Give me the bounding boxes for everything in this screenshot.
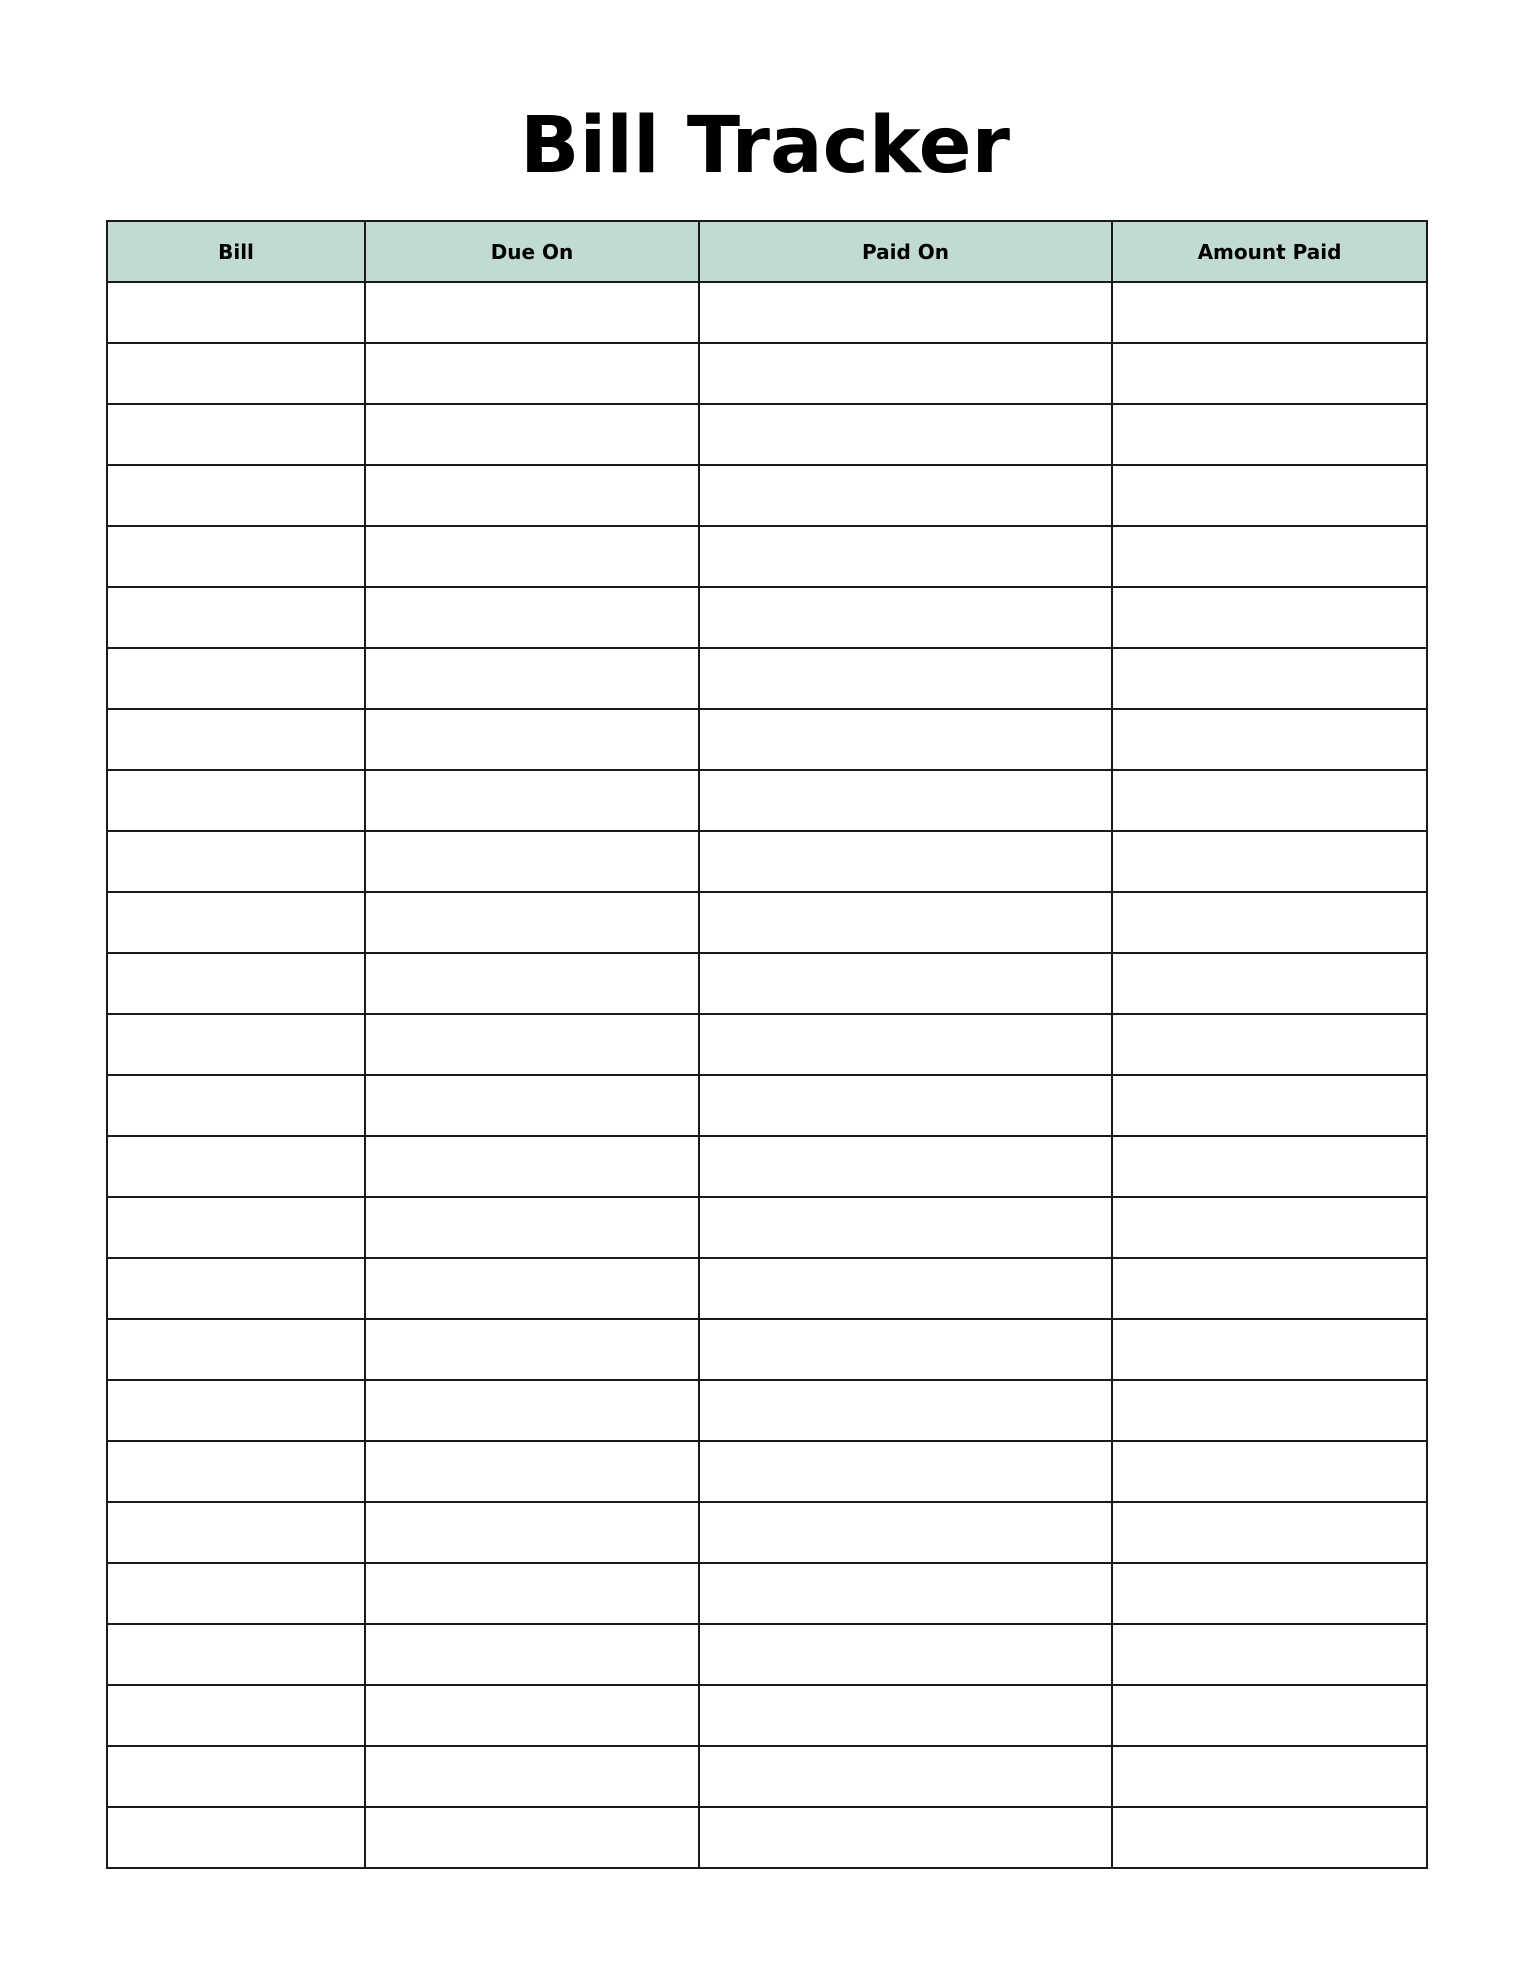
cell-amount-paid[interactable] xyxy=(1112,892,1427,953)
cell-amount-paid[interactable] xyxy=(1112,1563,1427,1624)
cell-paid-on[interactable] xyxy=(699,831,1112,892)
cell-paid-on[interactable] xyxy=(699,1441,1112,1502)
cell-due-on[interactable] xyxy=(365,1136,699,1197)
cell-due-on[interactable] xyxy=(365,1319,699,1380)
cell-bill[interactable] xyxy=(107,953,365,1014)
cell-paid-on[interactable] xyxy=(699,648,1112,709)
table-row xyxy=(107,343,1427,404)
cell-due-on[interactable] xyxy=(365,1807,699,1868)
column-header-bill: Bill xyxy=(107,221,365,282)
cell-paid-on[interactable] xyxy=(699,709,1112,770)
cell-due-on[interactable] xyxy=(365,465,699,526)
cell-amount-paid[interactable] xyxy=(1112,587,1427,648)
cell-amount-paid[interactable] xyxy=(1112,1197,1427,1258)
cell-bill[interactable] xyxy=(107,831,365,892)
table-row xyxy=(107,1624,1427,1685)
table-row xyxy=(107,526,1427,587)
cell-paid-on[interactable] xyxy=(699,1319,1112,1380)
cell-due-on[interactable] xyxy=(365,953,699,1014)
cell-bill[interactable] xyxy=(107,1502,365,1563)
cell-paid-on[interactable] xyxy=(699,1624,1112,1685)
cell-bill[interactable] xyxy=(107,1014,365,1075)
column-header-amount-paid: Amount Paid xyxy=(1112,221,1427,282)
cell-paid-on[interactable] xyxy=(699,282,1112,343)
cell-bill[interactable] xyxy=(107,1624,365,1685)
cell-amount-paid[interactable] xyxy=(1112,1136,1427,1197)
cell-amount-paid[interactable] xyxy=(1112,1014,1427,1075)
table-row xyxy=(107,1685,1427,1746)
cell-due-on[interactable] xyxy=(365,1075,699,1136)
cell-bill[interactable] xyxy=(107,770,365,831)
cell-amount-paid[interactable] xyxy=(1112,1319,1427,1380)
cell-amount-paid[interactable] xyxy=(1112,1380,1427,1441)
cell-due-on[interactable] xyxy=(365,1685,699,1746)
cell-due-on[interactable] xyxy=(365,831,699,892)
cell-paid-on[interactable] xyxy=(699,587,1112,648)
table-row xyxy=(107,1807,1427,1868)
table-row xyxy=(107,1258,1427,1319)
cell-bill[interactable] xyxy=(107,1746,365,1807)
table-row xyxy=(107,1319,1427,1380)
cell-paid-on[interactable] xyxy=(699,526,1112,587)
cell-amount-paid[interactable] xyxy=(1112,1502,1427,1563)
table-row xyxy=(107,587,1427,648)
cell-paid-on[interactable] xyxy=(699,892,1112,953)
cell-paid-on[interactable] xyxy=(699,1502,1112,1563)
cell-due-on[interactable] xyxy=(365,404,699,465)
table-row xyxy=(107,1380,1427,1441)
cell-bill[interactable] xyxy=(107,1807,365,1868)
table-row xyxy=(107,709,1427,770)
cell-bill[interactable] xyxy=(107,587,365,648)
cell-due-on[interactable] xyxy=(365,770,699,831)
cell-amount-paid[interactable] xyxy=(1112,1441,1427,1502)
cell-due-on[interactable] xyxy=(365,1380,699,1441)
cell-bill[interactable] xyxy=(107,1380,365,1441)
cell-paid-on[interactable] xyxy=(699,1014,1112,1075)
cell-paid-on[interactable] xyxy=(699,1258,1112,1319)
cell-paid-on[interactable] xyxy=(699,953,1112,1014)
cell-bill[interactable] xyxy=(107,526,365,587)
table-body xyxy=(107,282,1427,1868)
cell-amount-paid[interactable] xyxy=(1112,465,1427,526)
cell-due-on[interactable] xyxy=(365,343,699,404)
cell-bill[interactable] xyxy=(107,343,365,404)
table-row xyxy=(107,1075,1427,1136)
cell-paid-on[interactable] xyxy=(699,1136,1112,1197)
cell-due-on[interactable] xyxy=(365,1746,699,1807)
cell-bill[interactable] xyxy=(107,1136,365,1197)
cell-due-on[interactable] xyxy=(365,587,699,648)
cell-paid-on[interactable] xyxy=(699,1746,1112,1807)
cell-amount-paid[interactable] xyxy=(1112,1807,1427,1868)
cell-paid-on[interactable] xyxy=(699,1685,1112,1746)
cell-bill[interactable] xyxy=(107,648,365,709)
cell-amount-paid[interactable] xyxy=(1112,282,1427,343)
cell-amount-paid[interactable] xyxy=(1112,770,1427,831)
table-row xyxy=(107,1746,1427,1807)
table-row xyxy=(107,404,1427,465)
table-row xyxy=(107,1563,1427,1624)
cell-amount-paid[interactable] xyxy=(1112,1685,1427,1746)
cell-due-on[interactable] xyxy=(365,1258,699,1319)
cell-paid-on[interactable] xyxy=(699,465,1112,526)
table-row xyxy=(107,892,1427,953)
cell-paid-on[interactable] xyxy=(699,343,1112,404)
page-title: Bill Tracker xyxy=(520,101,1010,191)
bill-tracker-table xyxy=(106,220,1428,1869)
cell-bill[interactable] xyxy=(107,282,365,343)
cell-due-on[interactable] xyxy=(365,1624,699,1685)
cell-due-on[interactable] xyxy=(365,1502,699,1563)
cell-amount-paid[interactable] xyxy=(1112,648,1427,709)
cell-bill[interactable] xyxy=(107,465,365,526)
cell-paid-on[interactable] xyxy=(699,1075,1112,1136)
cell-bill[interactable] xyxy=(107,1319,365,1380)
cell-bill[interactable] xyxy=(107,1441,365,1502)
table-row xyxy=(107,770,1427,831)
table-row xyxy=(107,953,1427,1014)
cell-due-on[interactable] xyxy=(365,709,699,770)
cell-paid-on[interactable] xyxy=(699,1197,1112,1258)
cell-bill[interactable] xyxy=(107,1563,365,1624)
cell-amount-paid[interactable] xyxy=(1112,1624,1427,1685)
cell-bill[interactable] xyxy=(107,1197,365,1258)
cell-bill[interactable] xyxy=(107,709,365,770)
table-row xyxy=(107,282,1427,343)
cell-due-on[interactable] xyxy=(365,1197,699,1258)
table-row xyxy=(107,648,1427,709)
table-header-row xyxy=(107,221,1427,282)
cell-paid-on[interactable] xyxy=(699,404,1112,465)
cell-due-on[interactable] xyxy=(365,526,699,587)
cell-bill[interactable] xyxy=(107,1685,365,1746)
cell-amount-paid[interactable] xyxy=(1112,1746,1427,1807)
table-row xyxy=(107,1197,1427,1258)
column-header-paid-on: Paid On xyxy=(699,221,1112,282)
cell-amount-paid[interactable] xyxy=(1112,1258,1427,1319)
cell-bill[interactable] xyxy=(107,1258,365,1319)
column-header-due-on: Due On xyxy=(365,221,699,282)
table-row xyxy=(107,1502,1427,1563)
cell-amount-paid[interactable] xyxy=(1112,1075,1427,1136)
cell-due-on[interactable] xyxy=(365,648,699,709)
table-row xyxy=(107,1136,1427,1197)
cell-amount-paid[interactable] xyxy=(1112,526,1427,587)
cell-due-on[interactable] xyxy=(365,282,699,343)
cell-paid-on[interactable] xyxy=(699,1807,1112,1868)
cell-amount-paid[interactable] xyxy=(1112,404,1427,465)
cell-amount-paid[interactable] xyxy=(1112,831,1427,892)
table-row xyxy=(107,465,1427,526)
table-row xyxy=(107,1014,1427,1075)
cell-due-on[interactable] xyxy=(365,1441,699,1502)
table-row xyxy=(107,1441,1427,1502)
cell-due-on[interactable] xyxy=(365,892,699,953)
cell-bill[interactable] xyxy=(107,404,365,465)
cell-bill[interactable] xyxy=(107,1075,365,1136)
cell-due-on[interactable] xyxy=(365,1563,699,1624)
table-row xyxy=(107,831,1427,892)
cell-paid-on[interactable] xyxy=(699,1563,1112,1624)
cell-paid-on[interactable] xyxy=(699,1380,1112,1441)
cell-paid-on[interactable] xyxy=(699,770,1112,831)
cell-due-on[interactable] xyxy=(365,1014,699,1075)
cell-amount-paid[interactable] xyxy=(1112,343,1427,404)
cell-amount-paid[interactable] xyxy=(1112,953,1427,1014)
cell-amount-paid[interactable] xyxy=(1112,709,1427,770)
cell-bill[interactable] xyxy=(107,892,365,953)
